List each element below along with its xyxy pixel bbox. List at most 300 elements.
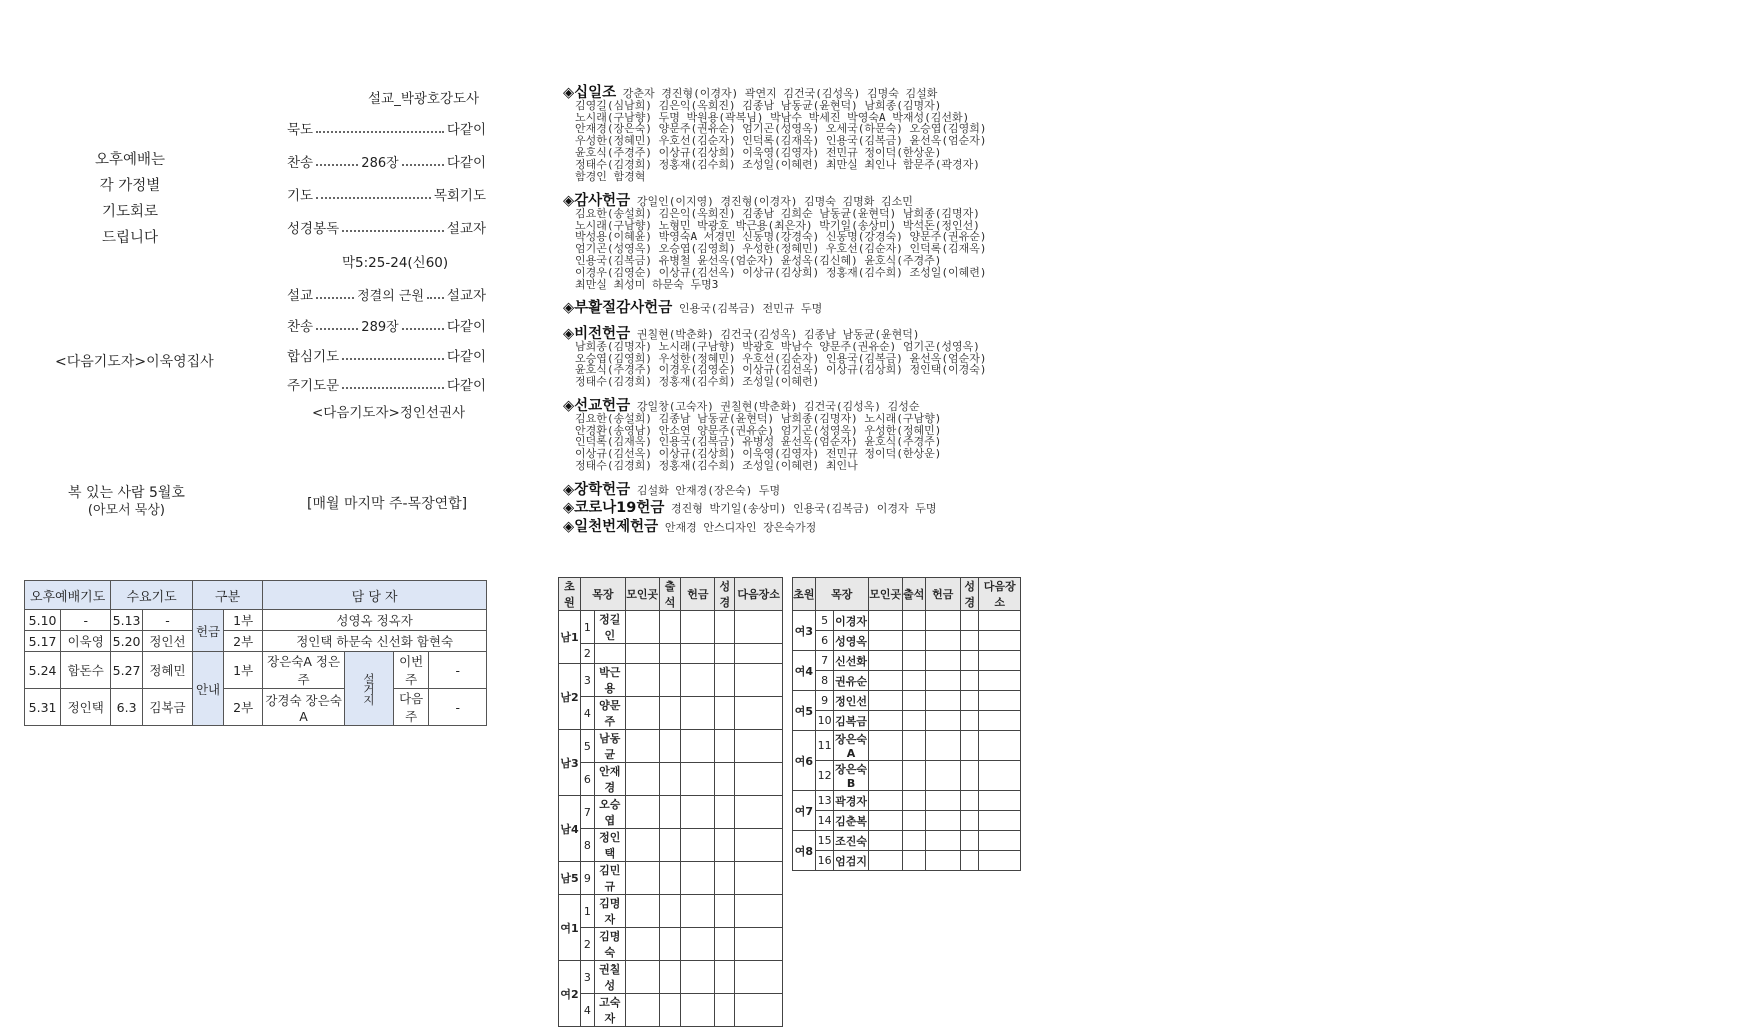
offering-cell[interactable] — [681, 796, 715, 829]
attendance-row — [559, 994, 783, 1027]
attendance-row — [793, 791, 1021, 811]
bible-cell[interactable] — [960, 731, 979, 761]
leader-name: 엄검지 — [834, 851, 868, 871]
bible-cell[interactable] — [960, 831, 979, 851]
header-grassland: 초원 — [793, 578, 816, 611]
sermon-by: 설교_박광호강도사 — [368, 91, 480, 107]
attendance-row — [559, 829, 783, 862]
header-afternoon-prayer: 오후예배기도 — [25, 581, 111, 610]
cell-number: 14 — [815, 811, 834, 831]
offering-tithe — [563, 85, 987, 183]
cell-number: 16 — [815, 851, 834, 871]
order-value: 다같이 — [446, 349, 486, 365]
grassland-cell: 남5 — [559, 862, 581, 895]
header-cell-group: 목장 — [580, 578, 625, 611]
date-cell: 6.3 — [111, 689, 143, 726]
offering-heading: ◈부활절감사헌금 — [563, 300, 673, 316]
offering-thanksgiving — [563, 193, 987, 291]
bible-cell[interactable] — [960, 691, 979, 711]
place-cell[interactable] — [868, 611, 902, 631]
place-cell[interactable] — [868, 711, 902, 731]
attendance-row — [793, 761, 1021, 791]
place-cell[interactable] — [625, 895, 659, 928]
bible-cell[interactable] — [715, 664, 735, 697]
offering-line: 안경환(송영남) 안소연 양문주(권유순) 엄기곤(성영옥) 우성한(정혜민) — [575, 423, 942, 437]
place-cell[interactable] — [625, 994, 659, 1027]
grassland-cell: 여8 — [793, 831, 816, 871]
offering-staff-2: 정인택 하문숙 신선화 함현숙 — [263, 631, 487, 652]
next-place-cell[interactable] — [735, 611, 783, 644]
next-place-cell[interactable] — [979, 851, 1021, 871]
offering-line: 인용국(김복금) 유병철 윤선옥(엄순자) 윤성옥(김신혜) 윤호식(주경주) — [575, 253, 942, 267]
place-cell[interactable] — [625, 644, 659, 664]
offering-cell[interactable] — [925, 731, 960, 761]
header-bible: 성경 — [960, 578, 979, 611]
next-place-cell[interactable] — [735, 961, 783, 994]
order-row-lords-prayer — [287, 374, 486, 394]
attendance-cell[interactable] — [902, 761, 925, 791]
attendance-row — [793, 811, 1021, 831]
header-wednesday-prayer: 수요기도 — [111, 581, 193, 610]
offering-cell[interactable] — [681, 829, 715, 862]
leader-name: 양문주 — [594, 697, 625, 730]
offering-cell[interactable] — [681, 862, 715, 895]
attendance-cell[interactable] — [659, 730, 681, 763]
grassland-cell: 여2 — [559, 961, 581, 1027]
offering-mission — [563, 398, 942, 472]
bible-cell[interactable] — [960, 851, 979, 871]
place-cell[interactable] — [625, 796, 659, 829]
offering-line: 남희종(김명자) 노시래(구남향) 박광호 박남수 양문주(권유순) 엄기곤(성영옥) — [575, 339, 980, 353]
attendance-cell[interactable] — [902, 731, 925, 761]
next-place-cell[interactable] — [979, 791, 1021, 811]
grassland-cell: 여3 — [793, 611, 816, 651]
leader-name: 김민규 — [594, 862, 625, 895]
offering-cell[interactable] — [925, 671, 960, 691]
offering-line: 박성용(이혜윤) 박영숙A 서경민 신동명(강경숙) 신동명(강경숙) 양문주(권유순) — [575, 230, 987, 244]
offering-cell[interactable] — [681, 664, 715, 697]
offering-cell[interactable] — [925, 811, 960, 831]
offering-covid19 — [563, 500, 937, 516]
offering-cell[interactable] — [681, 994, 715, 1027]
attendance-row — [559, 664, 783, 697]
offering-names: 강춘자 경진형(이경자) 곽연지 김건국(김성옥) 김명숙 김설화 — [622, 87, 938, 100]
attendance-row — [559, 895, 783, 928]
table-row — [25, 652, 487, 689]
order-mid: 289장 — [361, 320, 399, 335]
attendance-cell[interactable] — [659, 862, 681, 895]
name-cell: 정인택 — [61, 689, 111, 726]
place-cell[interactable] — [868, 791, 902, 811]
bible-cell[interactable] — [715, 928, 735, 961]
bible-cell[interactable] — [960, 651, 979, 671]
name-cell: 이욱영 — [61, 631, 111, 652]
attendance-row — [793, 631, 1021, 651]
cell-number: 15 — [815, 831, 834, 851]
notice-line: 각 가정별 — [99, 178, 161, 194]
offering-line: 함경인 함경혁 — [575, 169, 646, 183]
next-place-cell[interactable] — [735, 862, 783, 895]
place-cell[interactable] — [625, 961, 659, 994]
cell-number: 6 — [580, 763, 594, 796]
name-cell: 정인선 — [142, 631, 192, 652]
part-label: 1부 — [224, 610, 263, 631]
date-cell: 5.31 — [25, 689, 61, 726]
order-row-hymn-2 — [287, 315, 486, 335]
notice-line: 오후예배는 — [95, 152, 166, 168]
attendance-cell[interactable] — [659, 895, 681, 928]
offering-line: 우성한(정혜민) 우호선(김순자) 인덕록(김재옥) 인용국(김복금) 윤선옥(엄순자) — [575, 134, 987, 148]
offering-names: 안재경 안스디자인 장은숙가정 — [664, 521, 817, 534]
attendance-row — [793, 731, 1021, 761]
bible-cell[interactable] — [715, 862, 735, 895]
leader-name: 정길인 — [594, 611, 625, 644]
leader-name: 장은숙B — [834, 761, 868, 791]
attendance-row — [793, 831, 1021, 851]
next-place-cell[interactable] — [979, 731, 1021, 761]
offering-line: 엄기곤(성영옥) 오승엽(김영희) 우성한(정혜민) 우호선(김순자) 인덕록(김재옥) — [575, 242, 987, 256]
bible-cell[interactable] — [715, 961, 735, 994]
leader-name: 안재경 — [594, 763, 625, 796]
cell-number: 10 — [815, 711, 834, 731]
leader-name: 정인택 — [594, 829, 625, 862]
next-prayer-left: <다음기도자>이욱영집사 — [55, 354, 214, 370]
date-cell: 5.13 — [111, 610, 143, 631]
attendance-cell[interactable] — [902, 651, 925, 671]
attendance-row — [793, 611, 1021, 631]
place-cell[interactable] — [868, 631, 902, 651]
header-person-in-charge: 담 당 자 — [263, 581, 487, 610]
offering-names: 강일인(이지영) 경진형(이경자) 김명숙 김명화 김소민 — [636, 195, 913, 208]
offering-cell[interactable] — [925, 691, 960, 711]
next-place-cell[interactable] — [979, 631, 1021, 651]
bible-cell[interactable] — [960, 761, 979, 791]
attendance-row — [559, 611, 783, 644]
offering-vision — [563, 326, 987, 389]
cell-number: 7 — [815, 651, 834, 671]
next-place-cell[interactable] — [735, 730, 783, 763]
grassland-cell: 남1 — [559, 611, 581, 664]
bible-cell[interactable] — [960, 711, 979, 731]
attendance-row — [793, 851, 1021, 871]
attendance-cell[interactable] — [659, 829, 681, 862]
leader-name: 고숙자 — [594, 994, 625, 1027]
offering-names: 경진형 박기일(송상미) 인용국(김복금) 이경자 두명 — [671, 502, 937, 515]
place-cell[interactable] — [625, 763, 659, 796]
attendance-cell[interactable] — [902, 691, 925, 711]
header-attendance: 출석 — [659, 578, 681, 611]
offering-cell[interactable] — [925, 611, 960, 631]
place-cell[interactable] — [868, 761, 902, 791]
bible-cell[interactable] — [715, 644, 735, 664]
part-label: 2부 — [224, 689, 263, 726]
header-attendance: 출석 — [902, 578, 925, 611]
place-cell[interactable] — [868, 851, 902, 871]
place-cell[interactable] — [625, 697, 659, 730]
cell-number: 5 — [580, 730, 594, 763]
monthly-note: [매월 마지막 주-목장연합] — [307, 496, 468, 512]
place-cell[interactable] — [868, 811, 902, 831]
next-place-cell[interactable] — [979, 671, 1021, 691]
bible-cell[interactable] — [715, 611, 735, 644]
attendance-cell[interactable] — [659, 796, 681, 829]
leader-name: 성영옥 — [834, 631, 868, 651]
attendance-cell[interactable] — [902, 671, 925, 691]
cell-number: 8 — [580, 829, 594, 862]
order-row-scripture — [287, 217, 486, 237]
attendance-cell[interactable] — [902, 811, 925, 831]
offering-line: 정태수(김경희) 정홍재(김수희) 조성일(이혜련) 최인나 — [575, 458, 858, 472]
bible-cell[interactable] — [715, 829, 735, 862]
place-cell[interactable] — [625, 862, 659, 895]
attendance-cell[interactable] — [659, 928, 681, 961]
order-label: 찬송 — [287, 319, 314, 335]
bible-cell[interactable] — [715, 763, 735, 796]
next-place-cell[interactable] — [979, 691, 1021, 711]
next-place-cell[interactable] — [735, 664, 783, 697]
place-cell[interactable] — [625, 829, 659, 862]
next-place-cell[interactable] — [979, 811, 1021, 831]
header-offering: 헌금 — [925, 578, 960, 611]
bible-cell[interactable] — [715, 730, 735, 763]
place-cell[interactable] — [625, 664, 659, 697]
date-cell: 5.24 — [25, 652, 61, 689]
leader-name: 권칠성 — [594, 961, 625, 994]
next-place-cell[interactable] — [735, 928, 783, 961]
next-place-cell[interactable] — [979, 711, 1021, 731]
offering-cell[interactable] — [925, 851, 960, 871]
bible-cell[interactable] — [715, 796, 735, 829]
offering-line: 정태수(김경희) 정홍재(김수희) 조성일(이혜련) — [575, 375, 820, 389]
order-row-silent-prayer — [287, 118, 486, 138]
name-cell: 김복금 — [142, 689, 192, 726]
attendance-cell[interactable] — [659, 644, 681, 664]
place-cell[interactable] — [868, 671, 902, 691]
attendance-row — [793, 651, 1021, 671]
order-label: 찬송 — [287, 155, 314, 171]
attendance-cell[interactable] — [659, 994, 681, 1027]
table-row — [25, 610, 487, 631]
attendance-row — [559, 961, 783, 994]
setup-label: 설거지 — [344, 652, 393, 726]
offering-heading: ◈장학헌금 — [563, 482, 631, 498]
cell-number: 12 — [815, 761, 834, 791]
table-row — [25, 689, 487, 726]
table-row — [25, 631, 487, 652]
name-cell: 정혜민 — [142, 652, 192, 689]
setup-this-week-value: - — [429, 652, 487, 689]
offering-cell[interactable] — [681, 730, 715, 763]
order-value: 설교자 — [446, 288, 486, 304]
bible-cell[interactable] — [960, 791, 979, 811]
next-place-cell[interactable] — [735, 895, 783, 928]
cell-number: 2 — [580, 928, 594, 961]
order-value: 다같이 — [446, 155, 486, 171]
offering-cell[interactable] — [681, 928, 715, 961]
attendance-row — [559, 730, 783, 763]
date-cell: 5.27 — [111, 652, 143, 689]
offering-cell[interactable] — [681, 644, 715, 664]
bible-cell[interactable] — [960, 671, 979, 691]
offering-cell[interactable] — [681, 961, 715, 994]
offering-line: 인덕록(김재옥) 인용국(김복금) 유병성 윤선옥(엄순자) 윤호식(주경주) — [575, 435, 942, 449]
offering-cell[interactable] — [925, 831, 960, 851]
afternoon-worship-notice — [95, 147, 165, 251]
order-label: 설교 — [287, 288, 314, 304]
place-cell[interactable] — [868, 691, 902, 711]
next-place-cell[interactable] — [735, 697, 783, 730]
offering-cell[interactable] — [925, 711, 960, 731]
offering-heading: ◈비전헌금 — [563, 326, 631, 342]
offering-cell[interactable] — [681, 611, 715, 644]
leader-name: 김명숙 — [594, 928, 625, 961]
next-place-cell[interactable] — [979, 831, 1021, 851]
order-label: 기도 — [287, 188, 314, 204]
setup-this-week: 이번주 — [393, 652, 429, 689]
order-row-hymn-1 — [287, 151, 486, 171]
next-place-cell[interactable] — [979, 611, 1021, 631]
place-cell[interactable] — [625, 611, 659, 644]
name-cell: - — [61, 610, 111, 631]
cell-number: 7 — [580, 796, 594, 829]
place-cell[interactable] — [868, 651, 902, 671]
offering-line: 김요한(송설희) 김은익(옥희진) 김종남 김희순 남동균(윤현덕) 남희종(김명자) — [575, 206, 980, 220]
grassland-cell: 여4 — [793, 651, 816, 691]
name-cell: 함돈수 — [61, 652, 111, 689]
offering-names: 강일창(고숙자) 권칠현(박춘화) 김건국(김성옥) 김성순 — [636, 400, 920, 413]
attendance-row — [559, 796, 783, 829]
place-cell[interactable] — [868, 731, 902, 761]
offering-cell[interactable] — [681, 895, 715, 928]
attendance-cell[interactable] — [902, 851, 925, 871]
attendance-cell[interactable] — [902, 711, 925, 731]
attendance-cell[interactable] — [659, 664, 681, 697]
offering-line: 이경우(김영순) 이상규(김선옥) 이상규(김상희) 정홍재(김수희) 조성일(이혜련) — [575, 265, 987, 279]
next-place-cell[interactable] — [735, 796, 783, 829]
place-cell[interactable] — [625, 730, 659, 763]
offering-heading: ◈감사헌금 — [563, 193, 631, 209]
leader-name: 장은숙A — [834, 731, 868, 761]
bible-cell[interactable] — [960, 811, 979, 831]
cell-number: 1 — [580, 611, 594, 644]
next-place-cell[interactable] — [979, 651, 1021, 671]
cell-number: 4 — [580, 994, 594, 1027]
offering-cell[interactable] — [925, 631, 960, 651]
bible-cell[interactable] — [960, 611, 979, 631]
order-label: 합심기도 — [287, 349, 340, 365]
offering-label: 헌금 — [192, 610, 223, 652]
attendance-cell[interactable] — [902, 631, 925, 651]
attendance-cell[interactable] — [902, 791, 925, 811]
offering-line: 윤호식(주경주) 이경우(김영순) 이상규(김선옥) 이상규(김상희) 정인택(이경숙) — [575, 363, 987, 377]
guide-staff-1: 장은숙A 정은주 — [263, 652, 345, 689]
setup-next-week: 다음주 — [393, 689, 429, 726]
grassland-cell: 여5 — [793, 691, 816, 731]
leader-name: 곽경자 — [834, 791, 868, 811]
next-place-cell[interactable] — [979, 761, 1021, 791]
attendance-row — [559, 697, 783, 730]
header-grassland: 초원 — [559, 578, 581, 611]
bible-cell[interactable] — [715, 895, 735, 928]
attendance-cell[interactable] — [902, 831, 925, 851]
attendance-table-women — [792, 577, 1021, 871]
offering-cell[interactable] — [681, 763, 715, 796]
order-label: 묵도 — [287, 122, 314, 138]
attendance-cell[interactable] — [659, 961, 681, 994]
leader-name: 오승엽 — [594, 796, 625, 829]
part-label: 1부 — [224, 652, 263, 689]
offering-cell[interactable] — [925, 791, 960, 811]
attendance-cell[interactable] — [659, 763, 681, 796]
bible-cell[interactable] — [715, 994, 735, 1027]
header-place: 모인곳 — [868, 578, 902, 611]
place-cell[interactable] — [868, 831, 902, 851]
grassland-cell: 남4 — [559, 796, 581, 862]
cell-number: 2 — [580, 644, 594, 664]
offering-line: 오승엽(김영희) 우성한(정혜민) 우호선(김순자) 인용국(김복금) 윤선옥(엄순자) — [575, 351, 987, 365]
attendance-cell[interactable] — [902, 611, 925, 631]
next-place-cell[interactable] — [735, 763, 783, 796]
header-next-place: 다음장소 — [735, 578, 783, 611]
header-place: 모인곳 — [625, 578, 659, 611]
offering-names: 권칠현(박춘화) 김건국(김성옥) 김종남 남동균(윤현덕) — [636, 328, 920, 341]
header-cell-group: 목장 — [815, 578, 868, 611]
order-mid: 286장 — [361, 156, 399, 171]
offering-cell[interactable] — [925, 651, 960, 671]
date-cell: 5.20 — [111, 631, 143, 652]
order-value: 설교자 — [446, 221, 486, 237]
offering-names: 인용국(김복금) 전민규 두명 — [678, 302, 823, 315]
grassland-cell: 남3 — [559, 730, 581, 796]
attendance-row — [559, 862, 783, 895]
order-label: 성경봉독 — [287, 221, 340, 237]
grassland-cell: 남2 — [559, 664, 581, 730]
leader-name: 남동균 — [594, 730, 625, 763]
attendance-row — [793, 691, 1021, 711]
bible-cell[interactable] — [715, 697, 735, 730]
cell-number: 9 — [580, 862, 594, 895]
grassland-cell: 여1 — [559, 895, 581, 961]
offering-cell[interactable] — [925, 761, 960, 791]
leader-name — [594, 644, 625, 664]
blessed-person-box — [68, 484, 185, 520]
header-bible: 성경 — [715, 578, 735, 611]
offering-line: 노시래(구남향) 두명 박원용(곽복님) 박남수 박세진 박영숙A 박재성(김선화) — [575, 110, 970, 124]
place-cell[interactable] — [625, 928, 659, 961]
attendance-row — [559, 928, 783, 961]
scripture-reference: 막5:25-24(신60) — [342, 255, 449, 271]
cell-number: 5 — [815, 611, 834, 631]
order-label: 주기도문 — [287, 378, 340, 394]
offering-line: 노시래(구남향) 노형민 박광호 박근용(최은자) 박기일(송상미) 박석돈(정인선) — [575, 218, 980, 232]
cell-number: 9 — [815, 691, 834, 711]
order-row-sermon — [287, 284, 486, 304]
bible-cell[interactable] — [960, 631, 979, 651]
next-place-cell[interactable] — [735, 994, 783, 1027]
offering-heading: ◈십일조 — [563, 85, 617, 101]
offering-scholarship — [563, 482, 781, 498]
offering-cell[interactable] — [681, 697, 715, 730]
next-place-cell[interactable] — [735, 644, 783, 664]
date-cell: 5.17 — [25, 631, 61, 652]
header-offering: 헌금 — [681, 578, 715, 611]
offering-line: 안재경(장은숙) 양문주(권유순) 엄기곤(성영옥) 오세국(하문숙) 오승엽(김영희) — [575, 122, 987, 136]
attendance-cell[interactable] — [659, 697, 681, 730]
attendance-cell[interactable] — [659, 611, 681, 644]
next-place-cell[interactable] — [735, 829, 783, 862]
offering-staff-1: 성영옥 정옥자 — [263, 610, 487, 631]
attendance-row — [793, 711, 1021, 731]
